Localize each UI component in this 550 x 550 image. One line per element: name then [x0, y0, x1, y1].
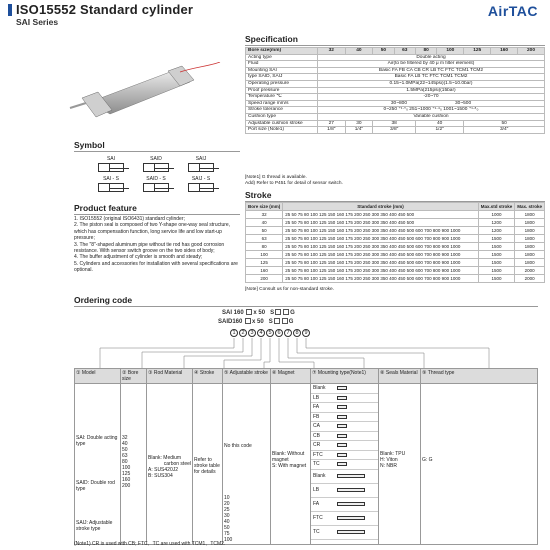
position-marker: 8 — [293, 329, 301, 337]
seal-option: Blank: TPU — [380, 451, 406, 457]
stroke-max-cell: 2000 — [515, 275, 545, 283]
position-marker: 9 — [302, 329, 310, 337]
stroke-reference: Refer to stroke table for details — [194, 457, 220, 475]
bore-list — [122, 435, 145, 489]
ordering-table — [74, 368, 538, 545]
spec-cell: 1/8" — [318, 127, 346, 134]
spec-header-cell: 100 — [437, 48, 464, 55]
mounting-option — [311, 451, 378, 461]
model-option: SAIJ: Adjustable stroke type — [76, 520, 113, 532]
ordering-col-rod: ③ Rod Material — [147, 369, 193, 384]
adjustable-option: 10 — [224, 495, 230, 501]
spec-label: Adjustable cushion stroke — [246, 120, 318, 127]
order-example-stroke: x 50 — [253, 310, 266, 316]
bore-option: 50 — [122, 447, 128, 453]
spec-label: Operating pressure — [246, 80, 318, 87]
spec-cell: 50 — [464, 120, 545, 127]
stroke-std-cell: 25 50 75 80 100 125 150 160 175 200 250 300 350 400 450 500 — [283, 211, 478, 219]
adjustable-option: 20 — [224, 501, 230, 507]
stroke-note: [Note] Consult us for non-standard stroke. — [245, 287, 335, 292]
mounting-label: Blank — [313, 473, 326, 479]
stroke-bore-cell: 80 — [246, 243, 283, 251]
symbol-label: SAIJ — [195, 156, 207, 162]
stroke-std-cell: 25 50 75 80 100 125 150 160 175 200 250 300 350 400 450 500 600 700 800 900 1000 — [283, 275, 478, 283]
spec-cell: 40 — [416, 120, 464, 127]
stroke-std-cell: 25 50 75 80 100 125 150 160 175 200 250 300 350 400 450 500 600 700 800 900 1000 — [283, 267, 478, 275]
stroke-cell — [193, 384, 223, 545]
mounting-diagram-icon — [337, 424, 347, 428]
mounting-diagram-icon — [337, 502, 365, 506]
symbol-sai-s — [98, 176, 124, 192]
symbol-group — [98, 156, 228, 196]
seals-cell — [379, 384, 421, 545]
mounting-label: CR — [313, 442, 321, 449]
mounting-label: FTC — [313, 515, 323, 521]
stroke-bore-cell: 100 — [246, 251, 283, 259]
mounting-diagram-icon — [337, 386, 347, 390]
spec-cell: 30 — [345, 120, 373, 127]
mounting-option — [311, 498, 378, 512]
spec-value: Air(to be filtered by 40 μ m filter element) — [318, 61, 545, 68]
spec-value: 30~800 30~500 — [318, 100, 545, 107]
page-title: ISO15552 Standard cylinder — [16, 2, 194, 17]
position-marker: 7 — [284, 329, 292, 337]
stroke-table — [245, 202, 545, 283]
spec-label: Port size (Note1) — [246, 127, 318, 134]
stroke-row — [246, 219, 545, 227]
spec-note-sensor: Add) Refer to P451 for detail of sensor switch. — [245, 181, 343, 186]
mounting-label: FTC — [313, 451, 323, 458]
mounting-label: LB — [313, 394, 320, 401]
mounting-label: TC — [313, 461, 320, 468]
bore-cell — [121, 384, 147, 545]
position-marker: 1 — [230, 329, 238, 337]
rod-option: carbon steel — [163, 461, 191, 467]
stroke-std-cell: 25 50 75 80 100 125 150 160 175 200 250 300 350 400 450 500 600 700 800 900 1000 — [283, 251, 478, 259]
adjustable-option: 50 — [224, 525, 230, 531]
stroke-maxstd-cell: 1200 — [478, 227, 515, 235]
series-subtitle: SAI Series — [16, 17, 59, 27]
stroke-maxstd-cell: 1500 — [478, 267, 515, 275]
stroke-max-cell: 1800 — [515, 211, 545, 219]
order-suffix-s: S — [270, 310, 275, 316]
order-suffix-g: G — [288, 319, 294, 325]
stroke-maxstd-cell: 1500 — [478, 235, 515, 243]
spec-label: Mounting SAI — [246, 67, 318, 74]
stroke-max-cell: 1800 — [515, 243, 545, 251]
ordering-header-row — [75, 369, 538, 384]
cylinder-photo — [60, 62, 225, 132]
stroke-max-cell: 2000 — [515, 267, 545, 275]
mounting-option — [311, 484, 378, 498]
spec-row — [246, 120, 545, 127]
stroke-max-cell: 1800 — [515, 235, 545, 243]
stroke-bore-cell: 160 — [246, 267, 283, 275]
mounting-diagram-icon — [337, 443, 347, 447]
spec-label: Temperature ℃ — [246, 94, 318, 101]
spec-row — [246, 113, 545, 120]
spec-row — [246, 100, 545, 107]
mounting-diagram-icon — [337, 516, 365, 520]
thread-cell — [421, 384, 538, 545]
adjustable-cell — [223, 384, 271, 545]
spec-value: Variable cushion — [318, 113, 545, 120]
ordering-body-row — [75, 384, 538, 545]
spec-cell: 3/8" — [373, 127, 416, 134]
stroke-header-cell: Standard stroke (mm) — [283, 203, 478, 211]
spec-value: Double acting — [318, 54, 545, 61]
spec-label: Speed range mm/s — [246, 100, 318, 107]
feature-list — [74, 216, 244, 274]
spec-label: Acting type — [246, 54, 318, 61]
symbol-sai — [98, 156, 124, 172]
mounting-label: FA — [313, 501, 320, 507]
ordering-col-bore: ② Bore size — [121, 369, 147, 384]
mounting-diagram-icon — [337, 462, 347, 466]
stroke-header-cell: Max.std stroke — [478, 203, 515, 211]
stroke-header-cell: Bore size (mm) — [246, 203, 283, 211]
stroke-max-cell: 1800 — [515, 259, 545, 267]
mounting-diagram-icon — [337, 405, 347, 409]
stroke-row — [246, 259, 545, 267]
spec-cell: 1/2" — [416, 127, 464, 134]
adjustable-option: 30 — [224, 513, 230, 519]
mounting-diagram-icon — [337, 434, 347, 438]
mounting-label: TC — [313, 529, 320, 535]
feature-item: 5. Cylinders and accessories for installation with several specifications are optional. — [74, 260, 238, 274]
spec-value: 0.15~1.0MPa(22~145psi)(1.5~10.0bar) — [318, 80, 545, 87]
position-marker: 5 — [266, 329, 274, 337]
specification-heading: Specification — [245, 34, 545, 44]
position-marker: 3 — [248, 329, 256, 337]
spec-value: 0~250 ⁺¹·⁰₀ 251~1000 ⁺¹·⁴₀ 1001~1500 ⁺¹·⁸₀ — [318, 107, 545, 114]
order-example-code: SAI 160 — [222, 310, 246, 316]
stroke-bore-cell: 125 — [246, 259, 283, 267]
rod-option: Blank: Medium — [148, 455, 182, 461]
spec-row — [246, 54, 545, 61]
ordering-col-stroke: ④ Stroke — [193, 369, 223, 384]
mounting-option — [311, 384, 378, 394]
stroke-maxstd-cell: 1500 — [478, 275, 515, 283]
stroke-row — [246, 211, 545, 219]
thread-option: G: G — [422, 457, 433, 463]
bore-option: 80 — [122, 459, 128, 465]
seal-option: H: Viton — [380, 457, 398, 463]
stroke-header-row — [246, 203, 545, 211]
stroke-row — [246, 243, 545, 251]
bore-option: 40 — [122, 441, 128, 447]
stroke-bore-cell: 32 — [246, 211, 283, 219]
adjustable-option: 25 — [224, 507, 230, 513]
model-option: SAID: Double rod type — [76, 480, 115, 492]
spec-header-cell: 40 — [345, 48, 373, 55]
model-option: SAI: Double acting type — [76, 435, 118, 447]
spec-cell: 1/4" — [345, 127, 373, 134]
stroke-bore-cell: 50 — [246, 227, 283, 235]
bore-option: 63 — [122, 453, 128, 459]
spec-table — [245, 47, 545, 134]
spec-header-cell: 50 — [373, 48, 394, 55]
symbol-label: SAIJ - S — [191, 176, 211, 182]
stroke-row — [246, 227, 545, 235]
spec-label: Fluid — [246, 61, 318, 68]
model-cell — [75, 384, 121, 545]
ordering-code-heading: Ordering code — [74, 295, 538, 305]
stroke-bore-cell: 63 — [246, 235, 283, 243]
mounting-cell — [311, 384, 379, 545]
stroke-row — [246, 275, 545, 283]
mounting-label: Blank — [313, 385, 326, 392]
mounting-label: LB — [313, 487, 320, 493]
stroke-maxstd-cell: 1000 — [478, 211, 515, 219]
stroke-row — [246, 251, 545, 259]
magnet-cell — [271, 384, 311, 545]
bore-option: 32 — [122, 435, 128, 441]
spec-row — [246, 74, 545, 81]
title-accent-bar — [8, 4, 12, 16]
mounting-diagram-icon — [337, 530, 365, 534]
spec-value: Basic FA FB CA CB CR LB TC FTC TCM1 TCM2 — [318, 67, 545, 74]
spec-cell: 27 — [318, 120, 346, 127]
mounting-option — [311, 512, 378, 526]
rod-option: B: SUS304 — [148, 473, 173, 479]
product-feature-heading: Product feature — [74, 203, 240, 213]
mounting-label: CB — [313, 432, 320, 439]
symbol-label: SAID - S — [146, 176, 166, 182]
position-marker: 6 — [275, 329, 283, 337]
stroke-std-cell: 25 50 75 80 100 125 150 160 175 200 250 300 350 400 450 500 600 700 800 900 1000 — [283, 259, 478, 267]
position-marker: 4 — [257, 329, 265, 337]
adjustable-option: 40 — [224, 519, 230, 525]
spec-value: 1.5MPa(215psi)(15bar) — [318, 87, 545, 94]
spec-cell: 3/4" — [464, 127, 545, 134]
adjustable-list — [224, 495, 269, 543]
mounting-option — [311, 460, 378, 470]
position-marker: 2 — [239, 329, 247, 337]
mounting-option — [311, 394, 378, 404]
feature-item: 3. The "8"-shaped aluminum pipe without tie rod has good corrosion resistance. With sensor switch groove on the two sides of body; — [74, 241, 225, 255]
stroke-std-cell: 25 50 75 80 100 125 150 160 175 200 250 300 350 400 450 500 — [283, 219, 478, 227]
ordering-footnote: (Note1) CR is used with CB; FTC、TC are used with TCM1、TCM2. — [74, 541, 226, 547]
spec-label: type SAID, SAIJ — [246, 74, 318, 81]
mounting-diagram-icon — [337, 488, 365, 492]
symbol-saij — [188, 156, 214, 172]
feature-item: 1. ISO15552 (original ISO6431) standard cylinder; — [74, 216, 185, 222]
spec-row — [246, 80, 545, 87]
stroke-max-cell: 1800 — [515, 219, 545, 227]
stroke-std-cell: 25 50 75 80 100 125 150 160 175 200 250 300 350 400 450 500 600 700 800 900 1000 — [283, 227, 478, 235]
spec-row — [246, 87, 545, 94]
order-suffix-s: S — [268, 319, 273, 325]
order-position-markers — [230, 329, 311, 337]
ordering-col-model: ① Model — [75, 369, 121, 384]
symbol-heading: Symbol — [74, 140, 240, 150]
spec-row — [246, 61, 545, 68]
mounting-diagram-icon — [337, 453, 347, 457]
ordering-col-magnet: ⑥ Magnet — [271, 369, 311, 384]
symbol-said — [143, 156, 169, 172]
spec-header-cell: 125 — [464, 48, 491, 55]
ordering-col-seals: ⑧ Seals Material — [379, 369, 421, 384]
spec-header-cell: 160 — [491, 48, 518, 55]
bore-option: 100 — [122, 465, 131, 471]
stroke-bore-cell: 200 — [246, 275, 283, 283]
stroke-maxstd-cell: 1500 — [478, 259, 515, 267]
mounting-label: FB — [313, 413, 320, 420]
mounting-list — [311, 384, 378, 540]
spec-row — [246, 127, 545, 134]
mounting-label: CA — [313, 423, 320, 430]
spec-label: Proof pressure — [246, 87, 318, 94]
adjustable-option: 75 — [224, 531, 230, 537]
stroke-row — [246, 235, 545, 243]
stroke-maxstd-cell: 1200 — [478, 219, 515, 227]
mounting-option — [311, 432, 378, 442]
seal-option: N: NBR — [380, 463, 397, 469]
spec-label: Stroke tolerance — [246, 107, 318, 114]
symbol-said-s — [143, 176, 169, 192]
spec-value: -20~70 — [318, 94, 545, 101]
order-example-code: SAID160 — [218, 319, 245, 325]
magnet-option: Blank: Without magnet — [272, 451, 305, 463]
order-example-said — [218, 318, 293, 325]
adjustable-option: 100 — [224, 537, 233, 543]
mounting-option — [311, 470, 378, 484]
order-example-stroke: x 50 — [252, 319, 264, 325]
spec-label: Cushion type — [246, 113, 318, 120]
feature-item: 4. The buffer adjustment of cylinder is smooth and steady; — [74, 254, 203, 261]
stroke-heading: Stroke — [245, 190, 545, 200]
spec-header-cell: 80 — [416, 48, 437, 55]
mounting-option — [311, 422, 378, 432]
ordering-col-adjustable: ⑤ Adjustable stroke — [223, 369, 271, 384]
spec-header-cell: 63 — [394, 48, 415, 55]
spec-row — [246, 67, 545, 74]
order-suffix-g: G — [290, 310, 295, 316]
magnet-option: S: With magnet — [272, 463, 307, 469]
rod-option: A: SUS420J2 — [148, 467, 179, 473]
spec-header-cell: Bore size(mm) — [246, 48, 318, 55]
stroke-max-cell: 1800 — [515, 227, 545, 235]
stroke-maxstd-cell: 1500 — [478, 251, 515, 259]
spec-cell: 38 — [373, 120, 416, 127]
symbol-label: SAI - S — [103, 176, 119, 182]
spec-header-cell: 200 — [518, 48, 545, 55]
symbol-label: SAID — [150, 156, 162, 162]
stroke-bore-cell: 40 — [246, 219, 283, 227]
spec-value: Basic FA LB TC FTC TCM1 TCM2 — [318, 74, 545, 81]
airtac-logo: AirTAC — [487, 3, 538, 19]
ordering-connector-lines — [74, 338, 538, 368]
ordering-col-mounting: ⑦ Mounting type(Note1) — [311, 369, 379, 384]
mounting-option — [311, 441, 378, 451]
adjustable-none: No this code — [224, 443, 252, 449]
feature-item: 2. The piston seal is composed of two Y-shape one-way seal structure, which has compensation function, long service life and low start-up pressure; — [74, 222, 231, 242]
rod-cell — [147, 384, 193, 545]
mounting-diagram-icon — [337, 396, 347, 400]
spec-row — [246, 107, 545, 114]
mounting-option — [311, 413, 378, 423]
symbol-saij-s — [188, 176, 214, 192]
bore-option: 125 — [122, 471, 131, 477]
spec-row — [246, 94, 545, 101]
stroke-header-cell: Max. stroke — [515, 203, 545, 211]
bore-option: 200 — [122, 483, 131, 489]
order-example-sai — [222, 309, 295, 316]
stroke-std-cell: 25 50 75 80 100 125 150 160 175 200 250 300 350 400 450 500 600 700 800 900 1000 — [283, 243, 478, 251]
mounting-diagram-icon — [337, 474, 365, 478]
symbol-label: SAI — [106, 156, 116, 162]
stroke-maxstd-cell: 1500 — [478, 243, 515, 251]
spec-header-row — [246, 48, 545, 55]
mounting-option — [311, 526, 378, 540]
mounting-label: FA — [313, 404, 320, 411]
page-header — [0, 0, 550, 30]
stroke-row — [246, 267, 545, 275]
mounting-option — [311, 403, 378, 413]
spec-header-cell: 32 — [318, 48, 346, 55]
ordering-col-thread: ⑨ Thread type — [421, 369, 538, 384]
bore-option: 160 — [122, 477, 131, 483]
stroke-max-cell: 1800 — [515, 251, 545, 259]
mounting-diagram-icon — [337, 415, 347, 419]
stroke-std-cell: 25 50 75 80 100 125 150 160 175 200 250 300 350 400 450 500 600 700 800 900 1000 — [283, 235, 478, 243]
spec-note-thread: [Note1] G thread is available. — [245, 175, 307, 180]
